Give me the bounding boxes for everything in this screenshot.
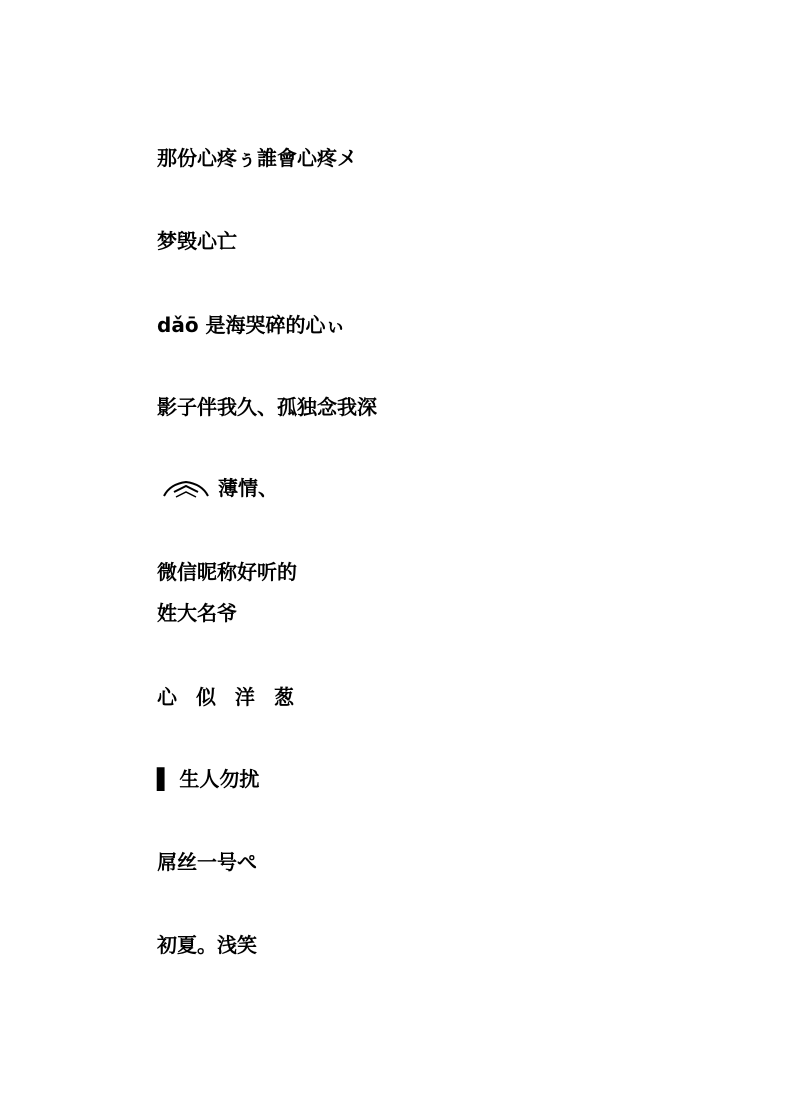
text-line-4: 影子伴我久、孤独念我深 bbox=[157, 395, 377, 419]
text-line-9: ▌ 生人勿扰 bbox=[157, 767, 260, 791]
text-line-11: 初夏。浅笑 bbox=[157, 933, 257, 957]
text-line-6: 微信昵称好听的 bbox=[157, 560, 297, 584]
text-line-7: 姓大名爷 bbox=[157, 601, 237, 625]
roof-arc-icon bbox=[162, 476, 210, 500]
text-line-1: 那份心疼ぅ誰會心疼メ bbox=[157, 146, 357, 170]
text-line-8: 心 似 洋 葱 bbox=[157, 685, 300, 709]
text-line-5-row bbox=[162, 476, 278, 500]
text-line-5: 薄情、 bbox=[218, 476, 278, 500]
text-line-3: dǎō 是海哭碎的心ぃ bbox=[157, 313, 346, 337]
text-line-2: 梦毁心亡 bbox=[157, 229, 237, 253]
text-line-10: 屌丝一号ぺ bbox=[157, 850, 257, 874]
